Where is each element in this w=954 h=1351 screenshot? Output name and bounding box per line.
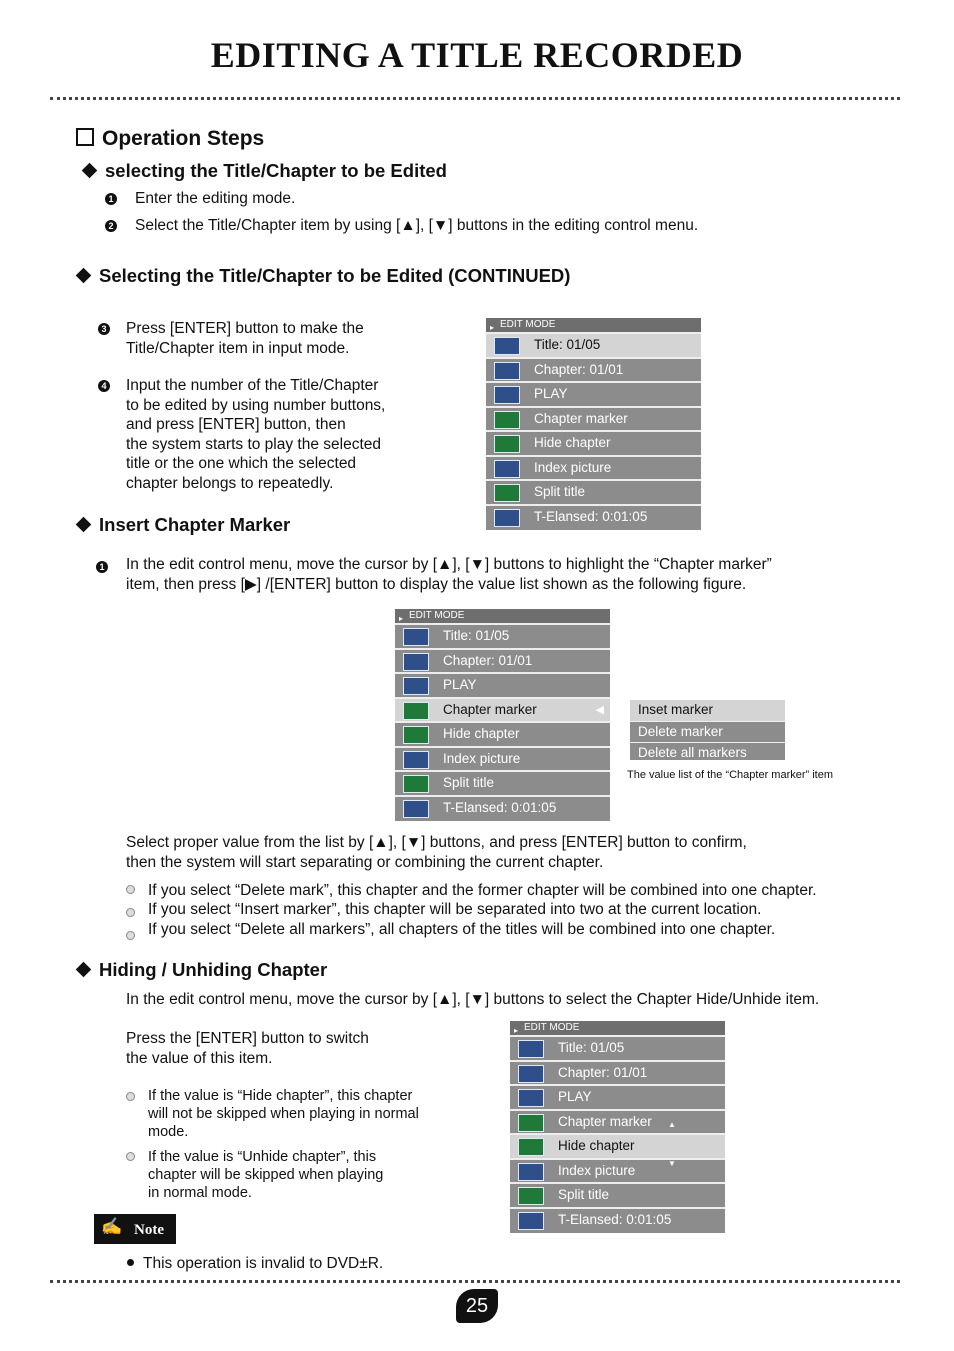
value-list-caption: The value list of the “Chapter marker” item — [627, 769, 834, 781]
clock-icon — [403, 800, 429, 818]
bullet-icon — [126, 1152, 135, 1161]
menu-item-chapter-marker[interactable]: Chapter marker — [486, 406, 701, 431]
s4-intro: In the edit control menu, move the cursor by [▲], [▼] buttons to select the Chapter Hide/Unhide item. — [126, 991, 820, 1008]
chapter-marker-icon — [403, 702, 429, 720]
s3-select-text: Select proper value from the list by [▲], [▼] buttons, and press [ENTER] button to confirm, then the system will start separating or combining the current chapter. — [126, 834, 747, 871]
menu-header: ▸ EDIT MODE — [510, 1021, 725, 1035]
page-number: 25 — [456, 1289, 498, 1323]
chapter-icon — [403, 653, 429, 671]
hide-chapter-icon — [494, 435, 520, 453]
arrow-down-icon: ▼ — [668, 1158, 676, 1168]
index-picture-icon — [518, 1163, 544, 1181]
edit-mode-menu-2 — [395, 609, 610, 821]
bullet-icon — [126, 1092, 135, 1101]
menu-item-split-title[interactable]: Split title — [395, 770, 610, 795]
section2-heading: Selecting the Title/Chapter to be Edited (CONTINUED) — [78, 265, 570, 287]
clock-icon — [518, 1212, 544, 1230]
diamond-icon — [76, 962, 92, 978]
menu-header: ▸ EDIT MODE — [395, 609, 610, 623]
s4-bullet1: If the value is “Hide chapter”, this chapter will not be skipped when playing in normal mode. — [148, 1088, 419, 1140]
s3-bullet1: If you select “Delete mark”, this chapter and the former chapter will be combined into one chapter. — [148, 882, 817, 899]
index-picture-icon — [403, 751, 429, 769]
bullet-icon — [127, 1259, 134, 1266]
chapter-icon — [494, 362, 520, 380]
note-text: This operation is invalid to DVD±R. — [143, 1255, 384, 1272]
play-icon — [403, 677, 429, 695]
s2-step4: Input the number of the Title/Chapter to be edited by using number buttons, and press [ENTER] button, then the system starts to play the selected title or the one which the selected chapter belongs to repeatedly. — [126, 377, 386, 492]
s3-step1: In the edit control menu, move the cursor by [▲], [▼] buttons to highlight the “Chapter marker” item, then press [▶] /[ENTER] button to display the value list shown as the following figure. — [126, 556, 772, 593]
s3-bullet2: If you select “Insert marker”, this chapter will be separated into two at the current location. — [148, 901, 762, 918]
index-picture-icon — [494, 460, 520, 478]
hide-chapter-icon — [403, 726, 429, 744]
section4-heading: Hiding / Unhiding Chapter — [78, 959, 327, 981]
chapter-marker-icon — [494, 411, 520, 429]
value-inset-marker[interactable]: Inset marker — [630, 700, 785, 721]
chapter-icon — [518, 1065, 544, 1083]
menu-item-index-picture[interactable]: Index picture — [395, 746, 610, 771]
s3-bullet3: If you select “Delete all markers”, all chapters of the titles will be combined into one chapter. — [148, 921, 776, 938]
s1-step1: Enter the editing mode. — [135, 190, 296, 207]
step-number-1: 1 — [105, 193, 117, 205]
menu-item-title[interactable]: Title: 01/05 — [510, 1035, 725, 1060]
value-list — [630, 700, 785, 760]
edit-mode-menu-3 — [510, 1021, 725, 1233]
clock-icon — [494, 509, 520, 527]
menu-item-elapsed[interactable]: T-Elansed: 0:01:05 — [510, 1207, 725, 1232]
step-number-3: 3 — [98, 323, 110, 335]
s2-step3: Press [ENTER] button to make the Title/Chapter item in input mode. — [126, 320, 364, 357]
menu-item-hide-chapter[interactable]: Hide chapter — [510, 1133, 725, 1158]
s4-press-text: Press the [ENTER] button to switch the value of this item. — [126, 1030, 369, 1067]
diamond-icon — [76, 517, 92, 533]
step-number-2: 2 — [105, 220, 117, 232]
hide-chapter-icon — [518, 1138, 544, 1156]
note-badge: ✍ Note — [94, 1214, 176, 1244]
menu-item-index-picture[interactable]: Index picture — [486, 455, 701, 480]
play-icon — [518, 1089, 544, 1107]
menu-item-hide-chapter[interactable]: Hide chapter — [395, 721, 610, 746]
split-title-icon — [518, 1187, 544, 1205]
arrow-left-icon: ◀ — [595, 703, 604, 716]
checkbox-icon — [76, 128, 94, 146]
section3-heading: Insert Chapter Marker — [78, 514, 290, 536]
menu-item-index-picture[interactable]: Index picture ▼ — [510, 1158, 725, 1183]
menu-item-play[interactable]: PLAY — [395, 672, 610, 697]
title-icon — [494, 337, 520, 355]
chapter-marker-icon — [518, 1114, 544, 1132]
bullet-icon — [126, 908, 135, 917]
value-delete-marker[interactable]: Delete marker — [630, 721, 785, 742]
top-divider — [50, 97, 900, 100]
menu-item-hide-chapter[interactable]: Hide chapter — [486, 430, 701, 455]
bullet-icon — [126, 885, 135, 894]
menu-item-title[interactable]: Title: 01/05 — [486, 332, 701, 357]
split-title-icon — [494, 484, 520, 502]
play-icon — [494, 386, 520, 404]
s4-bullet2: If the value is “Unhide chapter”, this chapter will be skipped when playing in normal mode. — [148, 1149, 384, 1201]
page-title: EDITING A TITLE RECORDED — [210, 35, 744, 75]
menu-item-title[interactable]: Title: 01/05 — [395, 623, 610, 648]
menu-item-chapter[interactable]: Chapter: 01/01 — [486, 357, 701, 382]
edit-mode-menu-1 — [486, 318, 701, 530]
split-title-icon — [403, 775, 429, 793]
menu-item-chapter[interactable]: Chapter: 01/01 — [395, 648, 610, 673]
s1-step2: Select the Title/Chapter item by using [▲], [▼] buttons in the editing control menu. — [135, 217, 699, 234]
bullet-icon — [126, 931, 135, 940]
note-pen-icon: ✍ — [101, 1217, 123, 1236]
diamond-icon — [76, 268, 92, 284]
menu-header: ▸ EDIT MODE — [486, 318, 701, 332]
step-number-1b: 1 — [96, 561, 108, 573]
menu-item-chapter[interactable]: Chapter: 01/01 — [510, 1060, 725, 1085]
menu-item-chapter-marker[interactable]: Chapter marker ▲ — [510, 1109, 725, 1134]
menu-item-elapsed[interactable]: T-Elansed: 0:01:05 — [486, 504, 701, 529]
title-icon — [403, 628, 429, 646]
operation-steps-heading: Operation Steps — [76, 127, 264, 151]
arrow-up-icon: ▲ — [668, 1119, 676, 1129]
diamond-icon — [82, 163, 98, 179]
menu-item-elapsed[interactable]: T-Elansed: 0:01:05 — [395, 795, 610, 820]
menu-item-chapter-marker[interactable]: Chapter marker ◀ — [395, 697, 610, 722]
menu-item-play[interactable]: PLAY — [510, 1084, 725, 1109]
title-icon — [518, 1040, 544, 1058]
step-number-4: 4 — [98, 380, 110, 392]
menu-item-split-title[interactable]: Split title — [486, 479, 701, 504]
menu-item-split-title[interactable]: Split title — [510, 1182, 725, 1207]
bottom-divider — [50, 1280, 900, 1283]
section1-heading: selecting the Title/Chapter to be Edited — [84, 160, 447, 182]
menu-item-play[interactable]: PLAY — [486, 381, 701, 406]
value-delete-all-markers[interactable]: Delete all markers — [630, 742, 785, 763]
